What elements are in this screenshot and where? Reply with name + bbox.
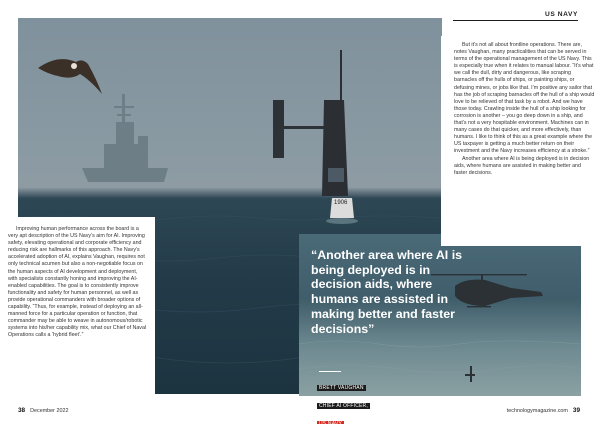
right-paragraph-2: Another area where AI is being deployed is in decision aids, where humans are assisted in making better and faster decisions. xyxy=(454,155,590,176)
section-tag: US NAVY xyxy=(544,11,578,18)
attribution-organization: US NAVY xyxy=(317,421,344,424)
left-text-panel xyxy=(0,217,155,403)
left-page-number: 38 xyxy=(18,407,26,414)
issue-date: December 2022 xyxy=(30,408,69,414)
hull-marking: 1906 xyxy=(334,200,348,206)
seagull xyxy=(38,59,102,94)
sail-drone xyxy=(273,50,358,224)
pull-quote: “Another area where AI is being deployed is in decision aids, where humans are assisted in making better and faster decisions” xyxy=(311,248,463,336)
left-paragraph: Improving human performance across the board is a very apt description of the US Navy’s aim for AI. Improving safety, elevating operational and corporate efficiency and reducing risk are hallmarks of this approach. The Navy’s accelerated adoption of AI, explains Vaughan, requires not only technical acumen but also a non-negotiable focus on the human aspects of AI development and deployment, with specialists constantly honing and improving the AI-enabled capabilities. The goal is to consistently improve functionality and safety for human personnel, as well as provide operational commanders with broader options of capability. “Thus, for example, instead of deploying an all-manned force for a particular operation or function, that commander may be able to weave in autonomous/robotic systems into his/her capability mix, what our Chief of Naval Operations calls a ‘hybrid fleet’.” xyxy=(8,226,147,339)
right-paragraph-1: But it’s not all about frontline operations. There are, notes Vaughan, many practicalities that can be served in terms of the operational management of the US Navy. This is especially true when it relates to manual labour. “It’s what we call the dull, dirty and dangerous, like scraping barnacles off the hulls of ships, or painting ships, or defusing mines, or jobs like that. I’m positive any sailor that has the job of scraping barnacles off the hull of a ship would love to be relieved of that task by a robot. And we have those today. Crawling inside the hull of a ship looking for corrosion is another – you go deep down in a ship, and that’s not a very hospitable environment. Machines can in many cases do that quicker, and more effectively, than humans. I like to think of this as a great example where the US taxpayer is getting a much better return on their investment and the Navy increases efficiency at a stroke.” xyxy=(454,42,595,155)
warship xyxy=(82,94,168,182)
attribution-title: CHIEF AI OFFICER, xyxy=(319,403,368,409)
footer-right xyxy=(507,407,580,414)
footer-left xyxy=(18,407,68,414)
right-page-number: 39 xyxy=(572,407,580,414)
header-rule xyxy=(453,20,578,21)
quote-attribution xyxy=(317,376,387,424)
magazine-site: technologymagazine.com xyxy=(506,408,568,414)
quote-divider xyxy=(319,371,341,372)
right-column xyxy=(454,42,595,177)
person-in-water xyxy=(465,366,475,382)
attribution-name: BRETT VAUGHAN xyxy=(319,385,364,391)
left-column xyxy=(8,226,148,340)
right-text-panel xyxy=(441,36,600,246)
